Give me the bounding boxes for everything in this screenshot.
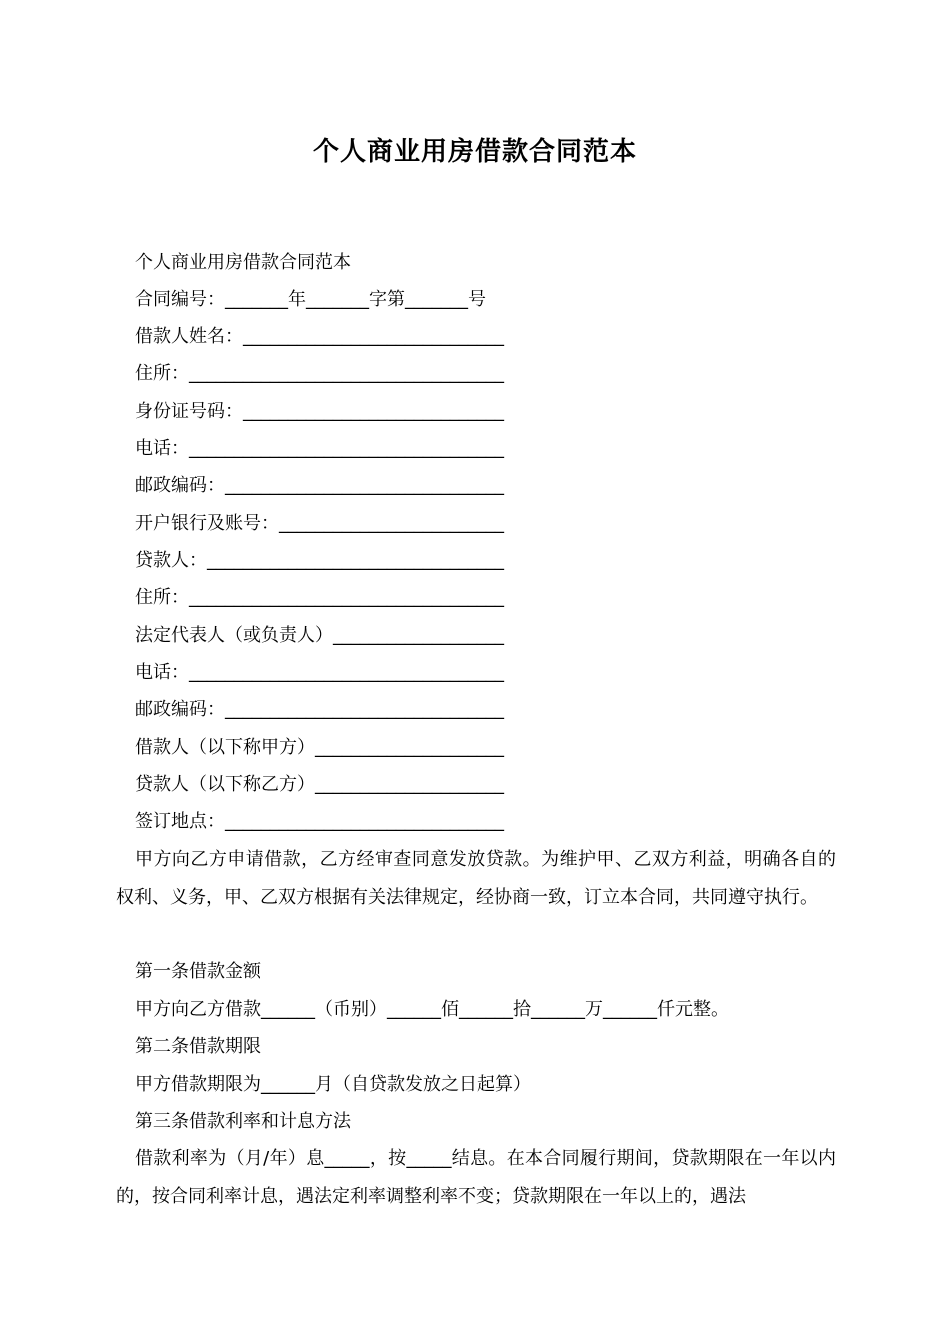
borrower-phone-field: 电话：___________________________________: [135, 438, 504, 459]
intro-paragraph: 甲方向乙方申请借款，乙方经审查同意发放贷款。为维护甲、乙双方利益，明确各自的权利、义务，甲、乙双方根据有关法律规定，经协商一致，订立本合同，共同遵守执行。: [116, 849, 836, 908]
article-3-paragraph: 借款利率为（月/年）息_____，按_____结息。在本合同履行期间，贷款期限在一年以内的，按合同利率计息，遇法定利率调整利率不变；贷款期限在一年以上的，遇法: [116, 1148, 836, 1207]
article-2-heading: 第二条借款期限: [135, 1036, 261, 1057]
document-title: 个人商业用房借款合同范本: [312, 137, 637, 167]
id-number-field: 身份证号码：_____________________________: [135, 401, 504, 422]
borrower-address-field: 住所：___________________________________: [135, 363, 504, 384]
lender-phone-field: 电话：___________________________________: [135, 662, 504, 683]
signing-place-field: 签订地点：_______________________________: [135, 811, 504, 832]
party-a-field: 借款人（以下称甲方）_____________________: [135, 737, 504, 758]
article-1-text: 甲方向乙方借款______（币别）______佰______拾______万______仟元整。: [135, 999, 729, 1020]
lender-field: 贷款人：_________________________________: [135, 550, 504, 571]
party-b-field: 贷款人（以下称乙方）_____________________: [135, 774, 504, 795]
borrower-name-field: 借款人姓名：_____________________________: [135, 326, 504, 347]
lender-postcode-field: 邮政编码：_______________________________: [135, 699, 504, 720]
lender-address-field: 住所：___________________________________: [135, 587, 504, 608]
borrower-postcode-field: 邮政编码：_______________________________: [135, 475, 504, 496]
article-1-heading: 第一条借款金额: [135, 961, 261, 982]
legal-representative-field: 法定代表人（或负责人）___________________: [135, 625, 504, 646]
article-2-text: 甲方借款期限为______月（自贷款发放之日起算）: [135, 1074, 531, 1095]
contract-number-field: 合同编号：_______年_______字第_______号: [135, 289, 486, 310]
bank-account-field: 开户银行及账号：_________________________: [135, 513, 504, 534]
document-subtitle: 个人商业用房借款合同范本: [135, 252, 351, 273]
article-3-heading: 第三条借款利率和计息方法: [135, 1111, 351, 1132]
